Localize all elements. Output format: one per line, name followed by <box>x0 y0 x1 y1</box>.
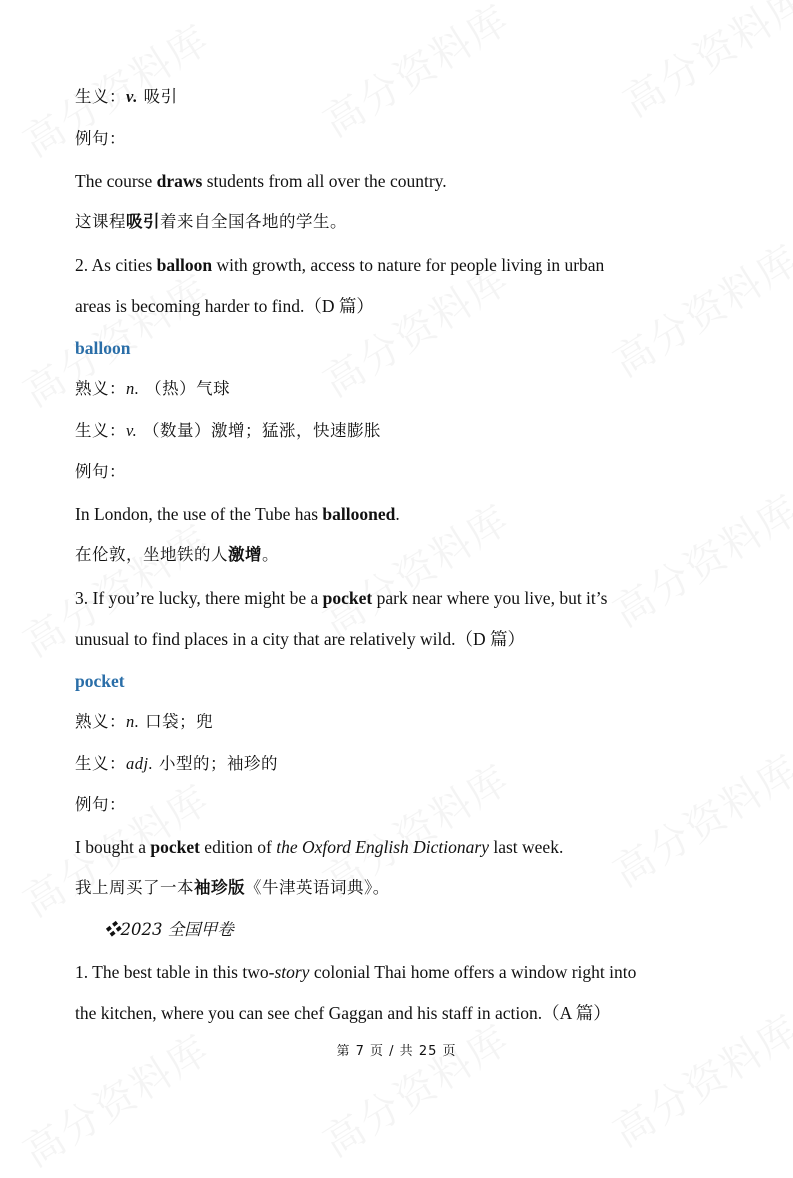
example-sentence-cn: 我上周买了一本袖珍版《牛津英语词典》。 <box>75 878 390 897</box>
watermark <box>611 0 793 128</box>
highlight-word: 激增 <box>228 545 262 564</box>
part-of-speech: v. <box>126 87 138 106</box>
rare-meaning-line: 生义：adj. 小型的；袖珍的 <box>75 754 278 773</box>
item-sentence: 1. The best table in this two-story colonial Thai home offers a window right into <box>75 962 637 982</box>
item-sentence: 2. As cities balloon with growth, access to nature for people living in urban <box>75 255 605 275</box>
highlight-word: pocket <box>150 837 200 857</box>
example-sentence-cn: 在伦敦，坐地铁的人激增。 <box>75 545 279 564</box>
definition: 吸引 <box>137 87 178 106</box>
book-title: the Oxford English Dictionary <box>276 837 489 857</box>
item-sentence-cont: areas is becoming harder to find.（D 篇） <box>75 296 374 316</box>
watermark <box>311 1009 519 1169</box>
highlight-word: pocket <box>322 588 373 608</box>
page-footer: 第 7 页 / 共 25 页 <box>336 1044 457 1059</box>
part-of-speech: n. <box>126 379 140 398</box>
common-meaning-line: 熟义：n. （热）气球 <box>75 379 231 398</box>
highlight-word: 袖珍版 <box>194 878 245 897</box>
part-of-speech: adj. <box>126 754 154 773</box>
highlight-word: balloon <box>156 255 213 275</box>
rare-meaning-line: 生义：v. （数量）激增；猛涨，快速膨胀 <box>75 421 381 440</box>
item-sentence: 3. If you’re lucky, there might be a pocket park near where you live, but it’s <box>75 588 608 608</box>
highlight-word: ballooned <box>322 504 396 524</box>
item-sentence-cont: unusual to find places in a city that are relatively wild.（D 篇） <box>75 629 526 649</box>
example-label: 例句： <box>75 129 126 148</box>
example-label: 例句： <box>75 795 126 814</box>
example-sentence-en: I bought a pocket edition of the Oxford English Dictionary last week. <box>75 837 564 857</box>
highlight-word: 吸引 <box>126 212 160 231</box>
common-meaning-line: 熟义：n. 口袋；兜 <box>75 712 214 731</box>
part-of-speech: v. <box>126 421 138 440</box>
vocab-heading: balloon <box>75 338 131 358</box>
highlight-word: story <box>274 962 310 982</box>
vocab-heading: pocket <box>75 671 125 691</box>
label: 生义： <box>75 87 126 106</box>
item-sentence-cont: the kitchen, where you can see chef Gaggan and his staff in action.（A 篇） <box>75 1003 611 1023</box>
example-sentence-en: The course draws students from all over the country. <box>75 171 447 191</box>
example-label: 例句： <box>75 462 126 481</box>
highlight-word: draws <box>156 171 203 191</box>
example-sentence-cn: 这课程吸引着来自全国各地的学生。 <box>75 212 347 231</box>
part-of-speech: n. <box>126 712 140 731</box>
section-heading: ❖2023 全国甲卷 <box>104 920 234 939</box>
rare-meaning-line <box>75 85 733 109</box>
example-sentence-en: In London, the use of the Tube has ballooned. <box>75 504 400 524</box>
